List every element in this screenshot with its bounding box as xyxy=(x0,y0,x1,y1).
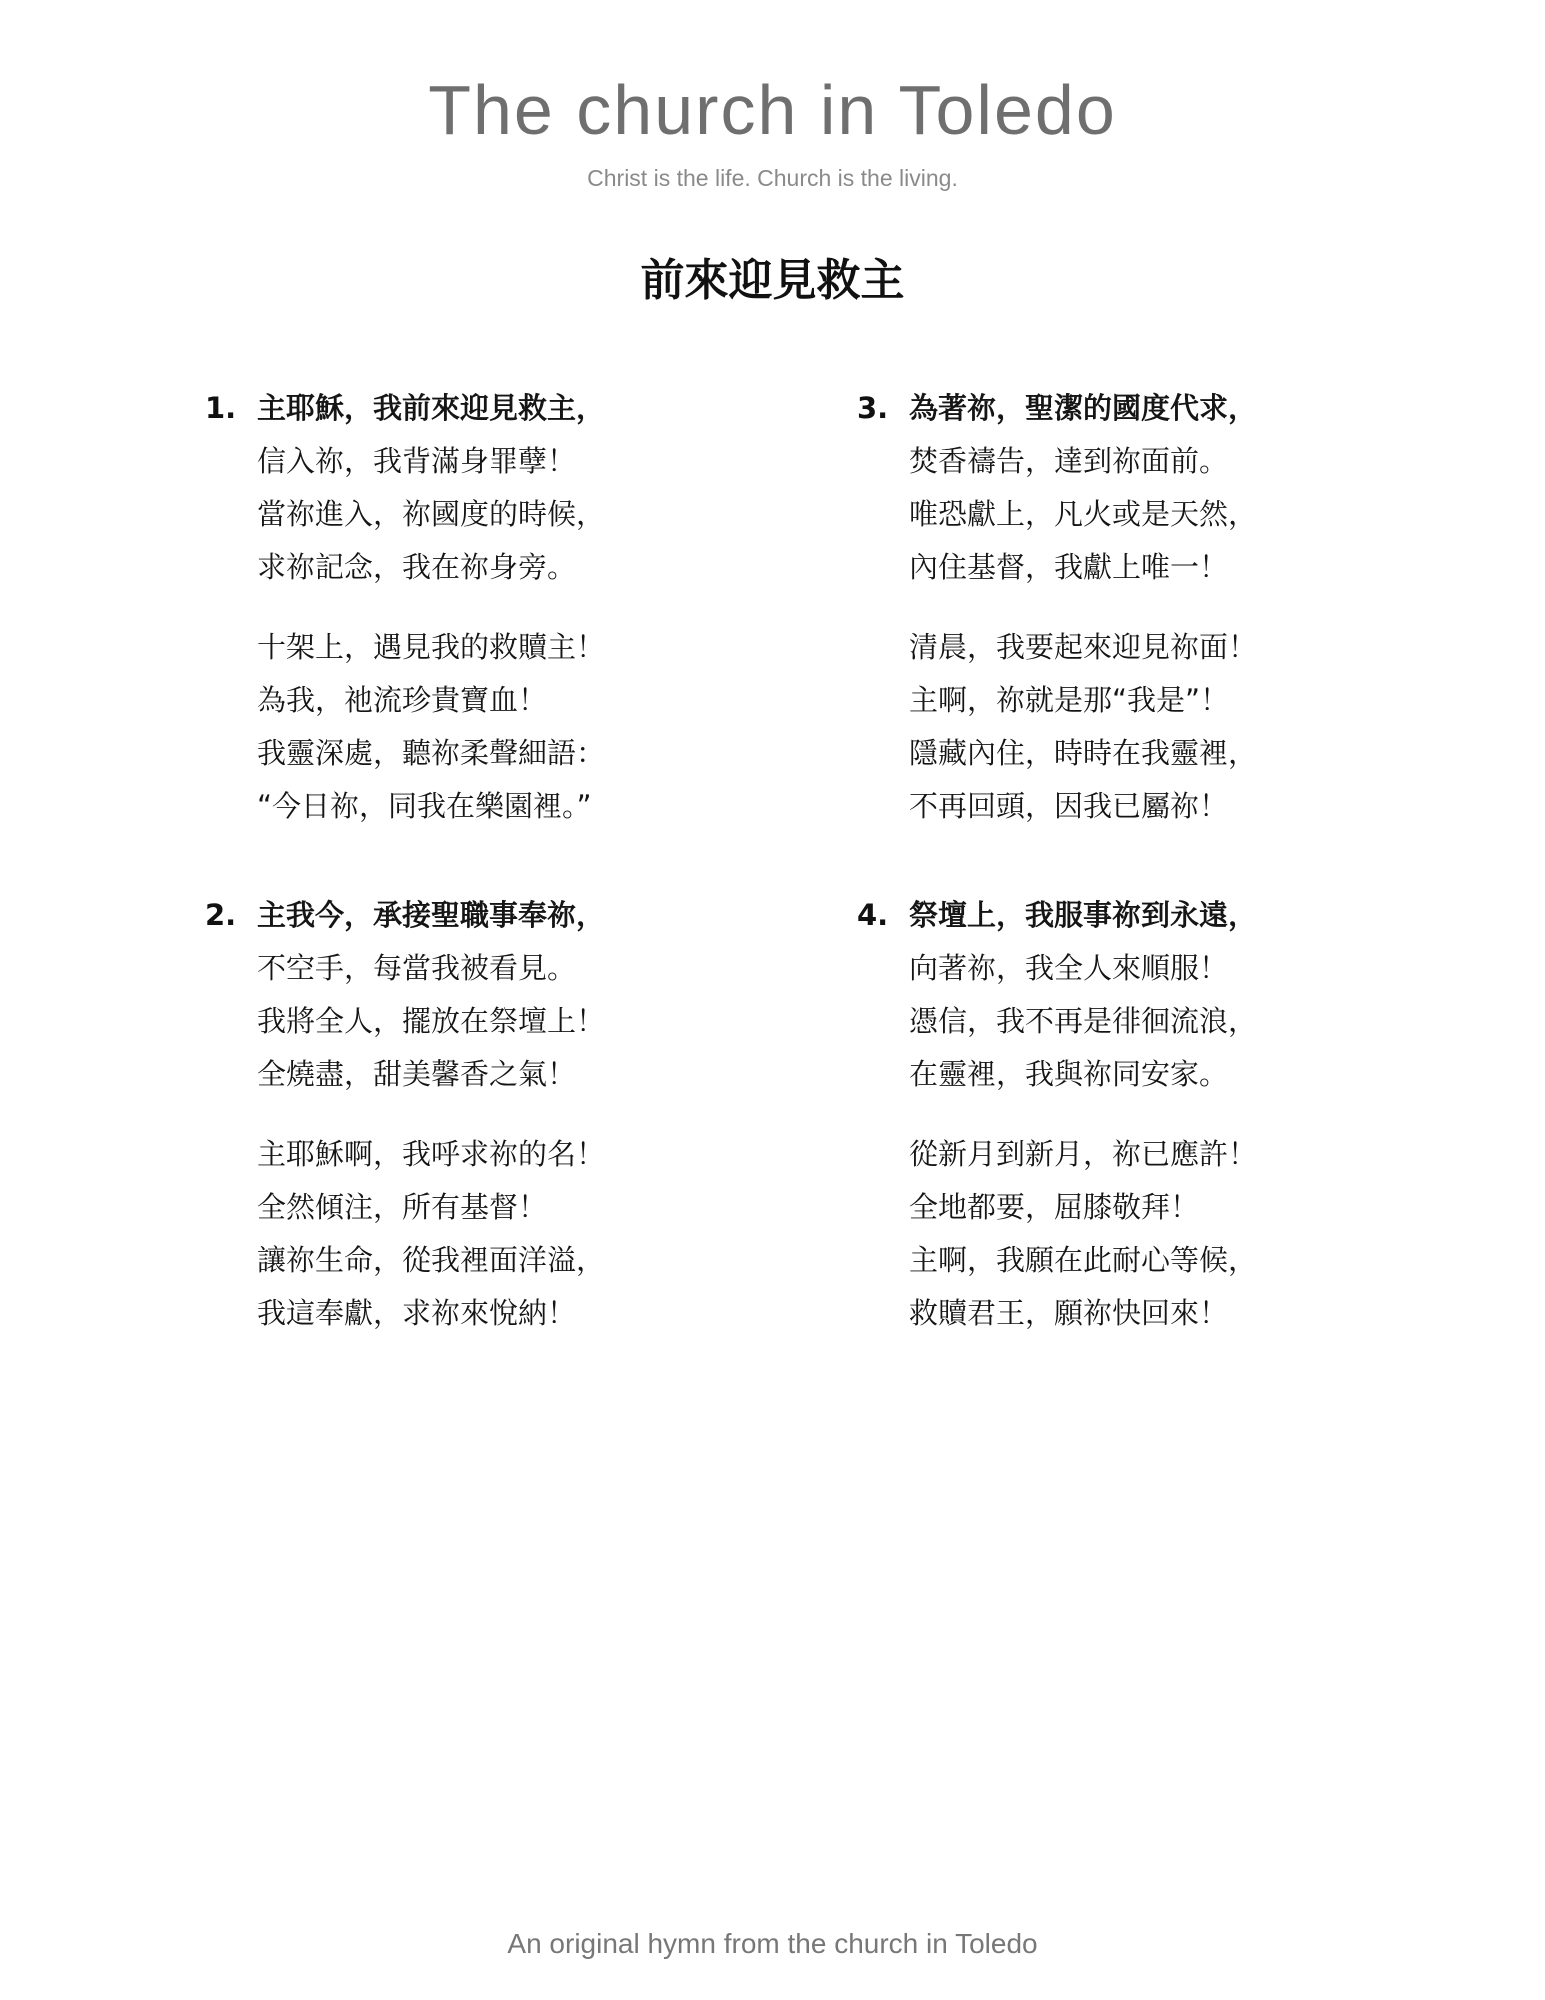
chorus-line: 救贖君王，願祢快回來！ xyxy=(909,1296,1229,1330)
chorus-line: 主啊，祢就是那“我是”！ xyxy=(909,683,1230,717)
chorus xyxy=(909,1128,1417,1340)
verse-line: 為著祢，聖潔的國度代求， xyxy=(909,391,1258,425)
verse-line: 內住基督，我獻上唯一！ xyxy=(909,550,1229,584)
chorus-line: 不再回頭，因我已屬祢！ xyxy=(909,789,1229,823)
chorus-line: 我靈深處，聽祢柔聲細語： xyxy=(257,736,606,770)
page-header xyxy=(0,62,1545,194)
chorus-line: 主啊，我願在此耐心等候， xyxy=(909,1243,1258,1277)
tagline: Christ is the life. Church is the living. xyxy=(587,165,958,191)
chorus-line: “今日祢，同我在樂園裡。” xyxy=(257,789,592,823)
footer-text: An original hymn from the church in Toledo xyxy=(507,1928,1038,1959)
verse-line: 主我今，承接聖職事奉祢， xyxy=(257,898,606,932)
chorus-line: 十架上，遇見我的救贖主！ xyxy=(257,630,606,664)
verse xyxy=(257,382,765,594)
chorus-line: 全然傾注，所有基督！ xyxy=(257,1190,548,1224)
stanza-number: 1. xyxy=(205,391,237,425)
verse-line: 當祢進入，祢國度的時候， xyxy=(257,497,606,531)
chorus xyxy=(257,1128,765,1340)
verse xyxy=(909,382,1417,594)
verse-line: 向著祢，我全人來順服！ xyxy=(909,951,1229,985)
left-column xyxy=(205,382,765,1340)
verse-line: 祭壇上，我服事祢到永遠， xyxy=(909,898,1258,932)
stanza-1 xyxy=(205,382,765,833)
stanza-4 xyxy=(857,889,1417,1340)
verse-line: 不空手，每當我被看見。 xyxy=(257,951,577,985)
stanza-3 xyxy=(857,382,1417,833)
verse-line: 憑信，我不再是徘徊流浪， xyxy=(909,1004,1258,1038)
chorus-line: 讓祢生命，從我裡面洋溢， xyxy=(257,1243,606,1277)
chorus xyxy=(909,621,1417,833)
verse xyxy=(909,889,1417,1101)
chorus-line: 隱藏內住，時時在我靈裡， xyxy=(909,736,1258,770)
chorus-line: 清晨，我要起來迎見祢面！ xyxy=(909,630,1258,664)
chorus xyxy=(257,621,765,833)
verse xyxy=(257,889,765,1101)
verse-line: 唯恐獻上，凡火或是天然， xyxy=(909,497,1258,531)
verse-line: 全燒盡，甜美馨香之氣！ xyxy=(257,1057,577,1091)
verse-line: 在靈裡，我與祢同安家。 xyxy=(909,1057,1229,1091)
stanza-2 xyxy=(205,889,765,1340)
church-name: The church in Toledo xyxy=(428,71,1117,149)
chorus-line: 為我，祂流珍貴寶血！ xyxy=(257,683,548,717)
verse-line: 我將全人，擺放在祭壇上！ xyxy=(257,1004,606,1038)
right-column xyxy=(857,382,1417,1340)
chorus-line: 全地都要，屈膝敬拜！ xyxy=(909,1190,1200,1224)
hymn-title: 前來迎見救主 xyxy=(640,255,905,306)
stanza-number: 3. xyxy=(857,391,889,425)
stanza-number: 4. xyxy=(857,898,889,932)
verse-line: 信入祢，我背滿身罪孽！ xyxy=(257,444,577,478)
verse-line: 焚香禱告，達到祢面前。 xyxy=(909,444,1229,478)
verse-line: 求祢記念，我在祢身旁。 xyxy=(257,550,577,584)
chorus-line: 主耶穌啊，我呼求祢的名！ xyxy=(257,1137,606,1171)
verse-line: 主耶穌，我前來迎見救主， xyxy=(257,391,606,425)
chorus-line: 從新月到新月，祢已應許！ xyxy=(909,1137,1258,1171)
chorus-line: 我這奉獻，求祢來悅納！ xyxy=(257,1296,577,1330)
stanza-number: 2. xyxy=(205,898,237,932)
